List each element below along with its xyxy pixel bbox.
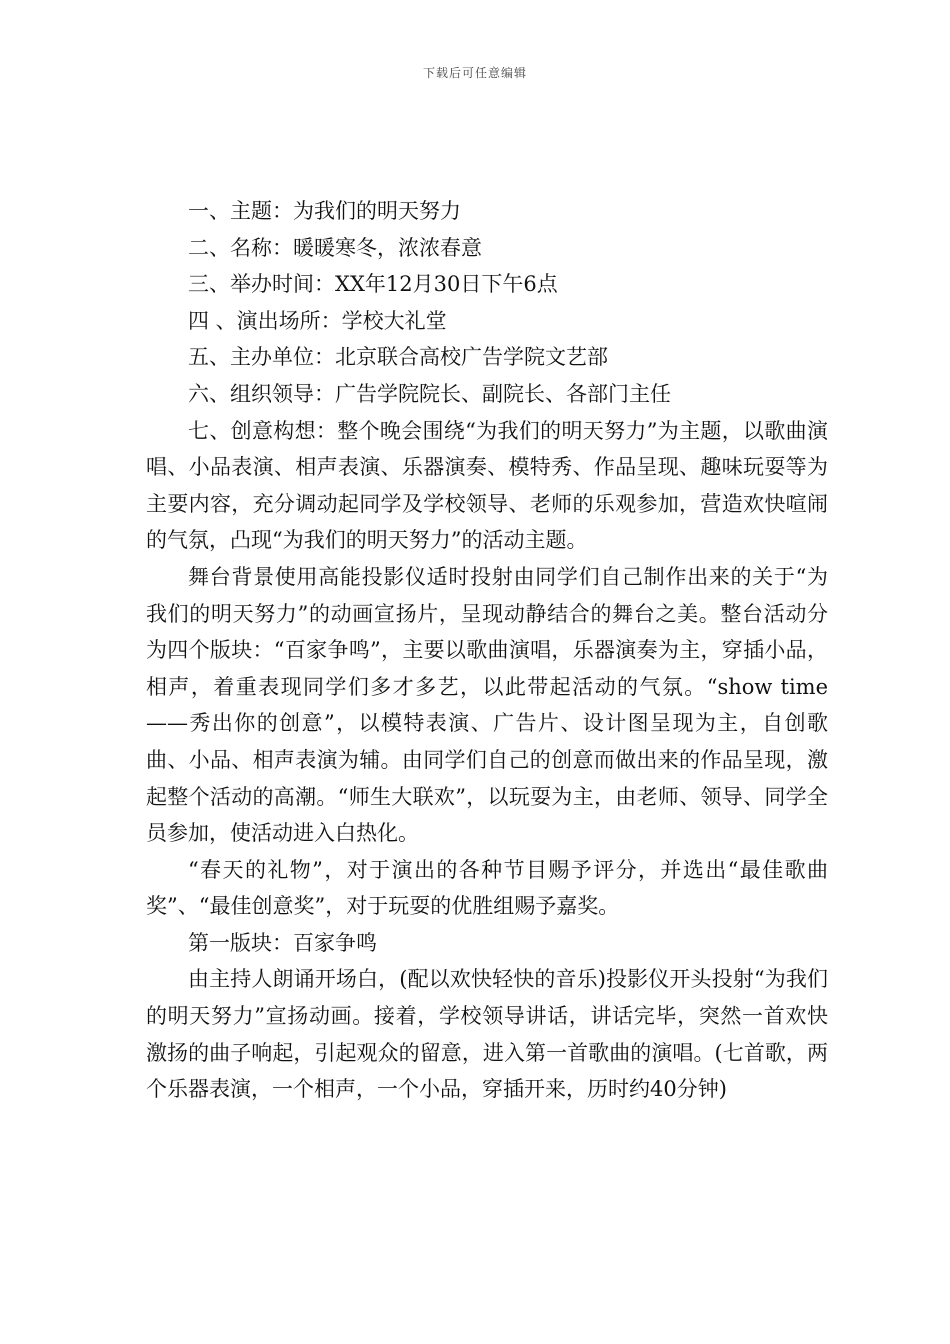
paragraph-name: 二、名称：暖暖寒冬，浓浓春意 [188,235,482,260]
document-body [146,193,828,1108]
paragraph-venue: 四 、演出场所：学校大礼堂 [188,308,447,333]
paragraph-organizer: 五、主办单位：北京联合高校广告学院文艺部 [188,345,608,370]
page-header: 下载后可任意编辑 [422,66,527,80]
paragraph-section-one-title: 第一版块：百家争鸣 [188,930,377,955]
paragraph-concept: 七、创意构想：整个晚会围绕“为我们的明天努力”为主题，以歌曲演唱、小品表演、相声表演、乐器演奏、模特秀、作品呈现、趣味玩耍等为主要内容，充分调动起同学及学校领导、老师的乐观参加，营造欢快喧闹的气氛，凸现“为我们的明天努力”的活动主题。 [146,418,828,553]
paragraph-time: 三、举办时间：XX年12月30日下午6点 [188,272,558,297]
paragraph-theme: 一、主题：为我们的明天努力 [188,199,461,223]
paragraph-leadership: 六、组织领导：广告学院院长、副院长、各部门主任 [188,381,671,406]
paragraph-spring-gift: “春天的礼物”，对于演出的各种节目赐予评分，并选出“最佳歌曲奖”、“最佳创意奖”，对于玩耍的优胜组赐予嘉奖。 [146,857,828,919]
paragraph-stage-background: 舞台背景使用高能投影仪适时投射由同学们自己制作出来的关于“为我们的明天努力”的动画宣扬片，呈现动静结合的舞台之美。整台活动分为四个版块：“百家争鸣”，主要以歌曲演唱，乐器演奏为主，穿插小品，相声，着重表现同学们多才多艺，以此带起活动的气氛。“show time——秀出你的创意”，以模特表演、广告片、设计图呈现为主，自创歌曲、小品、相声表演为辅。由同学们自己的创意而做出来的作品呈现，激起整个活动的高潮。“师生大联欢”，以玩耍为主，由老师、领导、同学全员参加，使活动进入白热化。 [146,564,828,846]
paragraph-section-one-detail: 由主持人朗诵开场白，(配以欢快轻快的音乐)投影仪开头投射“为我们的明天努力”宣扬动画。接着，学校领导讲话，讲话完毕，突然一首欢快激扬的曲子响起，引起观众的留意，进入第一首歌曲的演唱。(七首歌，两个乐器表演，一个相声，一个小品，穿插开来，历时约40分钟) [146,967,828,1102]
